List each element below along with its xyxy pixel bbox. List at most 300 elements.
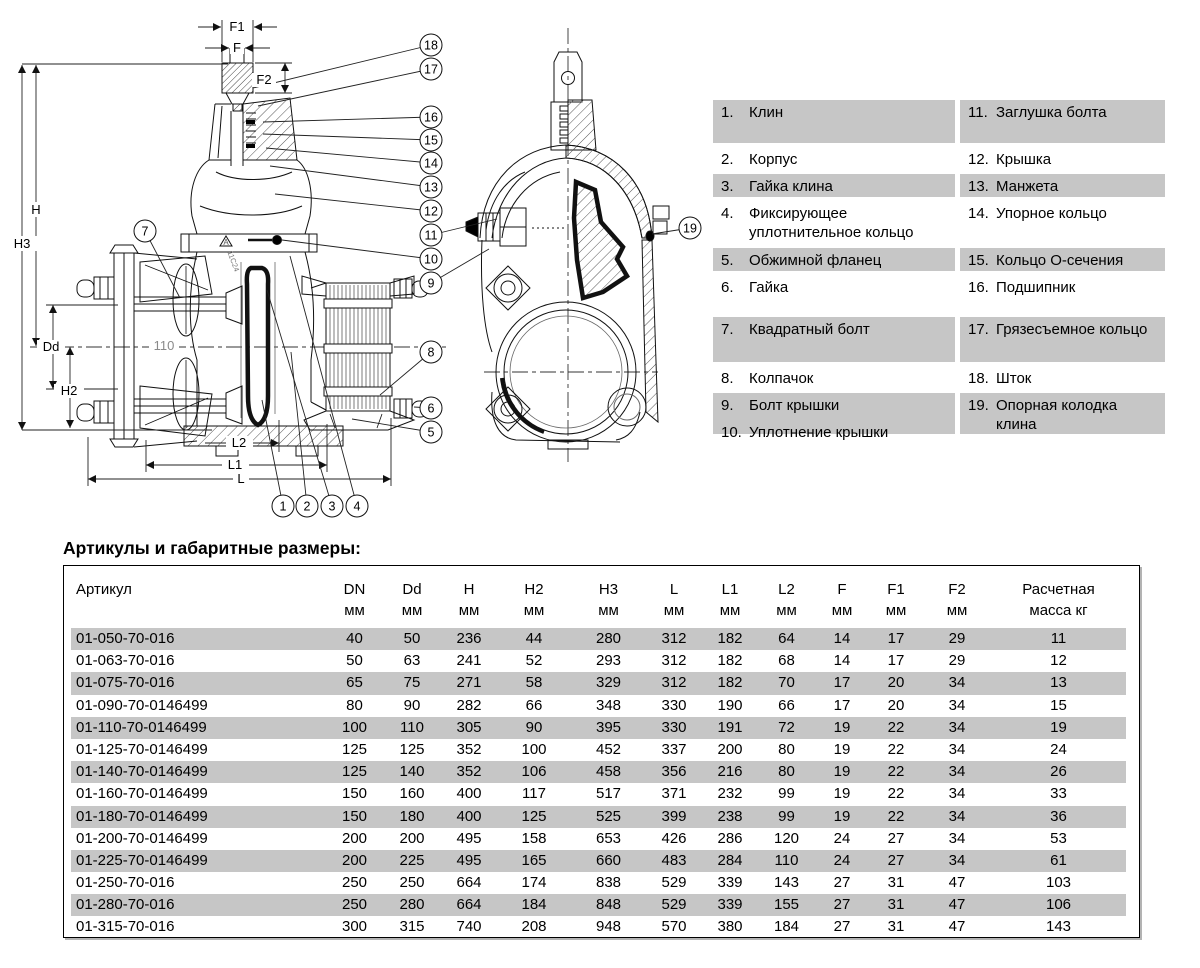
legend-item-label: Шток bbox=[996, 370, 1032, 387]
legend-item bbox=[960, 317, 1165, 362]
callout-11 bbox=[420, 224, 442, 246]
mass-cell: 26 bbox=[1050, 763, 1067, 781]
legend-row bbox=[713, 275, 1165, 313]
h-cell: 305 bbox=[456, 718, 482, 736]
svg-text:9: 9 bbox=[427, 276, 435, 291]
mass-cell: 36 bbox=[1050, 807, 1067, 825]
mass-cell: 11 bbox=[1050, 630, 1067, 647]
h-cell: 495 bbox=[456, 829, 482, 847]
h2-cell: 208 bbox=[521, 918, 547, 936]
article-cell: 01-063-70-016 bbox=[76, 652, 175, 670]
table-row bbox=[71, 672, 1126, 694]
dd-cell: 180 bbox=[399, 807, 425, 825]
f-cell: 17 bbox=[833, 696, 851, 714]
legend-item bbox=[960, 174, 1165, 197]
dim-label-f1: F1 bbox=[229, 19, 245, 34]
l-cell: 483 bbox=[661, 851, 687, 869]
h2-cell: 117 bbox=[522, 785, 546, 803]
f2-cell: 34 bbox=[948, 851, 966, 869]
l-cell: 399 bbox=[661, 807, 687, 825]
callout-16 bbox=[420, 106, 442, 128]
callout-7 bbox=[134, 220, 156, 242]
l-cell: 426 bbox=[661, 829, 687, 847]
mass-cell: 143 bbox=[1045, 918, 1072, 936]
column-unit: мм bbox=[458, 602, 480, 619]
f2-cell: 34 bbox=[948, 696, 966, 714]
f2-cell: 34 bbox=[948, 740, 966, 758]
h-cell: 400 bbox=[456, 807, 482, 825]
callout-10 bbox=[420, 248, 442, 270]
l1-cell: 286 bbox=[717, 829, 743, 847]
svg-text:11: 11 bbox=[424, 228, 438, 243]
article-cell: 01-050-70-016 bbox=[76, 630, 175, 647]
h2-cell: 44 bbox=[525, 630, 543, 647]
h3-cell: 517 bbox=[595, 785, 622, 803]
legend-item-label: Болт крышки bbox=[749, 397, 840, 414]
h3-cell: 660 bbox=[595, 851, 622, 869]
column-unit: мм bbox=[598, 602, 619, 619]
f1-cell: 31 bbox=[887, 896, 905, 914]
l2-cell: 110 bbox=[774, 851, 799, 869]
f2-cell: 34 bbox=[948, 674, 966, 692]
f-cell: 27 bbox=[833, 918, 851, 936]
article-cell: 01-110-70-0146499 bbox=[76, 718, 207, 736]
legend-item-number: 18. bbox=[968, 370, 989, 387]
column-unit: мм bbox=[885, 602, 907, 619]
legend-item-number: 1. bbox=[721, 104, 734, 121]
f1-cell: 17 bbox=[887, 630, 905, 647]
f1-cell: 22 bbox=[887, 785, 905, 803]
legend-item-label: Квадратный болт bbox=[749, 321, 870, 338]
f-cell: 17 bbox=[833, 674, 851, 692]
column-header: L2 bbox=[778, 581, 795, 598]
h-cell: 236 bbox=[456, 630, 482, 647]
f-cell: 27 bbox=[833, 896, 851, 914]
table-units-row bbox=[71, 601, 1126, 626]
article-cell: 01-090-70-0146499 bbox=[76, 696, 208, 714]
legend-item-label: Подшипник bbox=[996, 279, 1076, 296]
h-cell: 495 bbox=[456, 851, 482, 869]
l-cell: 312 bbox=[661, 652, 687, 670]
h3-cell: 838 bbox=[595, 874, 622, 892]
dd-cell: 315 bbox=[399, 918, 425, 936]
legend-row bbox=[713, 100, 1165, 143]
legend-item-number: 17. bbox=[968, 321, 989, 338]
valve-technical-drawing bbox=[0, 0, 712, 532]
callout-15 bbox=[420, 129, 442, 151]
f1-cell: 27 bbox=[887, 829, 905, 847]
callout-5 bbox=[420, 421, 442, 443]
column-header: F2 bbox=[948, 581, 966, 598]
column-header: F bbox=[837, 581, 847, 598]
l2-cell: 184 bbox=[773, 918, 800, 936]
dd-cell: 250 bbox=[399, 874, 425, 892]
dn-cell: 80 bbox=[346, 696, 363, 714]
dim-label-h2: H2 bbox=[60, 383, 78, 398]
table-row bbox=[71, 761, 1126, 783]
f-cell: 14 bbox=[833, 630, 851, 647]
legend-item-number: 12. bbox=[968, 151, 989, 168]
legend-item-number: 3. bbox=[721, 178, 734, 195]
legend-item-label: Гайка bbox=[749, 279, 789, 296]
legend-item-label: Клин bbox=[749, 104, 784, 121]
h2-cell: 52 bbox=[525, 652, 543, 670]
h2-cell: 58 bbox=[525, 674, 543, 692]
dn-cell: 50 bbox=[346, 652, 363, 670]
svg-text:4: 4 bbox=[353, 499, 361, 514]
legend-item-number: 7. bbox=[721, 321, 734, 338]
dd-cell: 200 bbox=[399, 829, 425, 847]
l2-cell: 155 bbox=[773, 896, 800, 914]
f1-cell: 20 bbox=[887, 674, 905, 692]
callout-9 bbox=[420, 272, 442, 294]
article-cell: 01-200-70-0146499 bbox=[76, 829, 208, 847]
column-unit: мм bbox=[776, 602, 797, 619]
h-cell: 664 bbox=[456, 874, 482, 892]
l-cell: 529 bbox=[661, 896, 687, 914]
h3-cell: 848 bbox=[595, 896, 622, 914]
l2-cell: 68 bbox=[778, 652, 795, 670]
dd-cell: 50 bbox=[403, 630, 421, 647]
column-header: Dd bbox=[402, 581, 422, 598]
legend-item bbox=[960, 201, 1165, 244]
svg-text:3: 3 bbox=[328, 499, 336, 514]
dim-label-l2: L2 bbox=[231, 435, 247, 450]
l2-cell: 99 bbox=[778, 785, 795, 803]
legend-item-number: 8. bbox=[721, 370, 734, 387]
mass-cell: 13 bbox=[1050, 674, 1067, 692]
h3-cell: 280 bbox=[595, 630, 622, 647]
table-row bbox=[71, 650, 1126, 672]
l1-cell: 182 bbox=[717, 652, 743, 670]
l2-cell: 99 bbox=[778, 807, 795, 825]
h2-cell: 174 bbox=[521, 874, 547, 892]
legend-item-number: 13. bbox=[968, 178, 989, 195]
h-cell: 282 bbox=[456, 696, 482, 714]
callout-19 bbox=[679, 217, 701, 239]
dd-cell: 75 bbox=[403, 674, 421, 692]
column-unit: мм bbox=[663, 602, 685, 619]
h-cell: 352 bbox=[456, 740, 482, 758]
svg-text:13: 13 bbox=[424, 180, 438, 195]
f1-cell: 22 bbox=[887, 718, 905, 736]
dd-cell: 225 bbox=[399, 851, 425, 869]
f-cell: 19 bbox=[833, 785, 851, 803]
table-row bbox=[71, 850, 1126, 872]
l1-cell: 284 bbox=[717, 851, 743, 869]
article-cell: 01-280-70-016 bbox=[76, 896, 175, 914]
mass-cell: 103 bbox=[1045, 874, 1072, 892]
svg-text:16: 16 bbox=[424, 110, 438, 125]
column-header: L1 bbox=[721, 581, 739, 598]
h-cell: 740 bbox=[456, 918, 482, 936]
legend-row bbox=[713, 201, 1165, 244]
legend-item-label: Корпус bbox=[749, 151, 798, 168]
column-header: L bbox=[669, 581, 679, 598]
table-row bbox=[71, 894, 1126, 916]
dd-cell: 140 bbox=[399, 763, 425, 781]
parts-legend bbox=[713, 100, 1165, 446]
legend-item-label: Манжета bbox=[996, 178, 1059, 195]
legend-item bbox=[713, 275, 955, 313]
legend-item-label: Кольцо О-сечения bbox=[996, 252, 1124, 269]
f2-cell: 34 bbox=[948, 807, 966, 825]
l2-cell: 70 bbox=[778, 674, 795, 692]
l2-cell: 80 bbox=[778, 763, 795, 781]
dn-cell: 125 bbox=[341, 740, 368, 758]
h2-cell: 66 bbox=[525, 696, 543, 714]
f2-cell: 29 bbox=[948, 630, 966, 647]
column-unit bbox=[71, 601, 326, 626]
l1-cell: 339 bbox=[717, 874, 743, 892]
svg-text:18: 18 bbox=[424, 38, 438, 53]
legend-item-label: Обжимной фланец bbox=[749, 252, 882, 269]
legend-item bbox=[713, 420, 955, 442]
dn-cell: 150 bbox=[341, 807, 368, 825]
column-header: Артикул bbox=[76, 581, 132, 598]
dn-cell: 125 bbox=[341, 763, 368, 781]
l-cell: 330 bbox=[661, 718, 687, 736]
table-row bbox=[71, 739, 1126, 761]
f1-cell: 27 bbox=[887, 851, 905, 869]
article-cell: 01-250-70-016 bbox=[76, 874, 175, 892]
table-row bbox=[71, 872, 1126, 894]
l1-cell: 182 bbox=[717, 674, 743, 692]
column-unit: мм bbox=[401, 602, 423, 619]
legend-item-number: 6. bbox=[721, 279, 734, 296]
legend-item-label: Гайка клина bbox=[749, 178, 833, 195]
l2-cell: 72 bbox=[778, 718, 795, 736]
callout-4 bbox=[346, 495, 368, 517]
l1-cell: 238 bbox=[717, 807, 743, 825]
legend-item-label: Крышка bbox=[996, 151, 1052, 168]
legend-item bbox=[713, 366, 955, 389]
dn-cell: 65 bbox=[346, 674, 363, 692]
legend-item-number: 4. bbox=[721, 205, 734, 222]
dimensions-title: Артикулы и габаритные размеры: bbox=[63, 538, 361, 558]
table-row bbox=[71, 916, 1126, 938]
l1-cell: 216 bbox=[717, 763, 743, 781]
table-row bbox=[71, 783, 1126, 805]
dd-cell: 160 bbox=[399, 785, 425, 803]
h2-cell: 165 bbox=[521, 851, 547, 869]
svg-text:6: 6 bbox=[427, 401, 435, 416]
callout-6 bbox=[420, 397, 442, 419]
table-row bbox=[71, 717, 1126, 739]
valve-front-section bbox=[466, 52, 669, 449]
dn-cell: 250 bbox=[341, 874, 368, 892]
legend-item-number: 19. bbox=[968, 397, 989, 414]
column-unit: мм bbox=[946, 602, 968, 619]
legend-item bbox=[960, 100, 1165, 143]
table-row bbox=[71, 628, 1126, 650]
f1-cell: 20 bbox=[887, 696, 905, 714]
mass-cell: 15 bbox=[1050, 696, 1067, 714]
column-unit: мм bbox=[831, 602, 853, 619]
legend-item bbox=[960, 275, 1165, 313]
table-row bbox=[71, 806, 1126, 828]
article-cell: 01-125-70-0146499 bbox=[76, 740, 208, 758]
l-cell: 312 bbox=[661, 674, 687, 692]
legend-item bbox=[713, 147, 955, 170]
article-cell: 01-180-70-0146499 bbox=[76, 807, 208, 825]
f1-cell: 22 bbox=[887, 763, 905, 781]
mass-cell: 24 bbox=[1050, 740, 1067, 758]
h3-cell: 395 bbox=[595, 718, 622, 736]
article-cell: 01-075-70-016 bbox=[76, 674, 175, 692]
dn-cell: 150 bbox=[341, 785, 368, 803]
dd-cell: 63 bbox=[403, 652, 421, 670]
body-code-marking: 11C24 bbox=[225, 249, 242, 273]
legend-row bbox=[713, 366, 1165, 389]
l2-cell: 80 bbox=[778, 740, 795, 758]
mass-cell: 106 bbox=[1045, 896, 1072, 914]
h-cell: 400 bbox=[456, 785, 482, 803]
dd-cell: 90 bbox=[403, 696, 421, 714]
f1-cell: 22 bbox=[887, 807, 905, 825]
column-unit: мм bbox=[344, 602, 365, 619]
f-cell: 19 bbox=[833, 718, 851, 736]
f-cell: 19 bbox=[833, 763, 851, 781]
h2-cell: 90 bbox=[525, 718, 543, 736]
dim-label-dd: Dd bbox=[42, 339, 60, 354]
h3-cell: 329 bbox=[595, 674, 622, 692]
legend-item bbox=[713, 248, 955, 271]
callout-8 bbox=[420, 341, 442, 363]
f2-cell: 47 bbox=[948, 918, 966, 936]
logo-letter: A bbox=[223, 238, 229, 247]
dn-cell: 200 bbox=[341, 829, 368, 847]
f1-cell: 22 bbox=[887, 740, 905, 758]
legend-item-label: Грязесъемное кольцо bbox=[996, 321, 1148, 338]
svg-text:7: 7 bbox=[141, 224, 149, 239]
svg-text:1: 1 bbox=[279, 499, 287, 514]
f-cell: 24 bbox=[833, 851, 851, 869]
h2-cell: 158 bbox=[521, 829, 547, 847]
h-cell: 271 bbox=[456, 674, 482, 692]
h3-cell: 452 bbox=[595, 740, 622, 758]
dim-label-l1: L1 bbox=[227, 457, 243, 472]
legend-row bbox=[713, 317, 1165, 362]
f1-cell: 17 bbox=[887, 652, 905, 670]
l2-cell: 143 bbox=[773, 874, 800, 892]
legend-item-number: 2. bbox=[721, 151, 734, 168]
column-header: Расчетная bbox=[1022, 581, 1095, 598]
column-header: F1 bbox=[887, 581, 905, 598]
h-cell: 664 bbox=[456, 896, 482, 914]
callout-12 bbox=[420, 200, 442, 222]
flange-marking: 110 bbox=[153, 338, 175, 353]
article-cell: 01-315-70-016 bbox=[76, 918, 175, 936]
dn-cell: 100 bbox=[341, 718, 368, 736]
column-unit: мм bbox=[523, 602, 545, 619]
h3-cell: 653 bbox=[595, 829, 622, 847]
f-cell: 27 bbox=[833, 874, 851, 892]
legend-item-label: Уплотнение крышки bbox=[749, 424, 889, 441]
callout-2 bbox=[296, 495, 318, 517]
h3-cell: 525 bbox=[595, 807, 622, 825]
l1-cell: 232 bbox=[717, 785, 743, 803]
table-header-row bbox=[71, 578, 1126, 601]
mass-cell: 19 bbox=[1050, 718, 1067, 736]
legend-row bbox=[713, 174, 1165, 197]
svg-text:2: 2 bbox=[303, 499, 311, 514]
callout-18 bbox=[420, 34, 442, 56]
legend-row bbox=[713, 248, 1165, 271]
callout-1 bbox=[272, 495, 294, 517]
mass-cell: 53 bbox=[1050, 829, 1067, 847]
h-cell: 241 bbox=[456, 652, 482, 670]
h2-cell: 184 bbox=[521, 896, 547, 914]
dn-cell: 300 bbox=[341, 918, 368, 936]
f-cell: 14 bbox=[833, 652, 851, 670]
legend-row bbox=[713, 147, 1165, 170]
svg-text:14: 14 bbox=[424, 156, 438, 171]
f2-cell: 47 bbox=[948, 874, 966, 892]
dn-cell: 200 bbox=[341, 851, 368, 869]
l1-cell: 191 bbox=[717, 718, 743, 736]
h2-cell: 125 bbox=[521, 807, 547, 825]
l-cell: 529 bbox=[661, 874, 687, 892]
callout-3 bbox=[321, 495, 343, 517]
l-cell: 570 bbox=[661, 918, 687, 936]
article-cell: 01-225-70-0146499 bbox=[76, 851, 208, 869]
legend-item-number: 9. bbox=[721, 397, 734, 414]
l2-cell: 120 bbox=[773, 829, 800, 847]
h3-cell: 458 bbox=[595, 763, 622, 781]
dim-label-h: H bbox=[31, 202, 41, 217]
f2-cell: 34 bbox=[948, 763, 966, 781]
dn-cell: 40 bbox=[346, 630, 363, 647]
svg-text:17: 17 bbox=[424, 62, 438, 77]
h2-cell: 100 bbox=[521, 740, 547, 758]
legend-item-number: 16. bbox=[968, 279, 989, 296]
l-cell: 330 bbox=[661, 696, 687, 714]
dim-label-f2: F2 bbox=[256, 72, 272, 87]
l1-cell: 182 bbox=[717, 630, 743, 647]
l-cell: 337 bbox=[661, 740, 687, 758]
f-cell: 19 bbox=[833, 807, 851, 825]
legend-row bbox=[713, 420, 1165, 442]
legend-item bbox=[713, 100, 955, 143]
svg-text:12: 12 bbox=[424, 204, 438, 219]
svg-text:15: 15 bbox=[424, 133, 438, 148]
dim-label-l: L bbox=[237, 471, 245, 486]
article-cell: 01-160-70-0146499 bbox=[76, 785, 208, 803]
legend-item-number: 15. bbox=[968, 252, 989, 269]
l1-cell: 190 bbox=[717, 696, 743, 714]
table-row bbox=[71, 828, 1126, 850]
l-cell: 371 bbox=[661, 785, 687, 803]
legend-item-label: Фиксирующее уплотнительное кольцо bbox=[749, 205, 914, 241]
dim-label-f: F bbox=[233, 40, 241, 55]
f2-cell: 34 bbox=[948, 785, 966, 803]
svg-text:19: 19 bbox=[683, 221, 697, 236]
l1-cell: 200 bbox=[717, 740, 743, 758]
svg-text:8: 8 bbox=[427, 345, 435, 360]
legend-item bbox=[960, 366, 1165, 389]
column-header: DN bbox=[343, 581, 366, 598]
legend-item bbox=[960, 248, 1165, 271]
f2-cell: 34 bbox=[948, 718, 966, 736]
l1-cell: 380 bbox=[717, 918, 743, 936]
legend-item-number: 14. bbox=[968, 205, 989, 222]
h3-cell: 348 bbox=[595, 696, 622, 714]
legend-item-label: Опорная колодка клина bbox=[996, 397, 1118, 433]
f1-cell: 31 bbox=[887, 874, 905, 892]
legend-item-label: Заглушка болта bbox=[996, 104, 1107, 121]
f2-cell: 29 bbox=[948, 652, 966, 670]
